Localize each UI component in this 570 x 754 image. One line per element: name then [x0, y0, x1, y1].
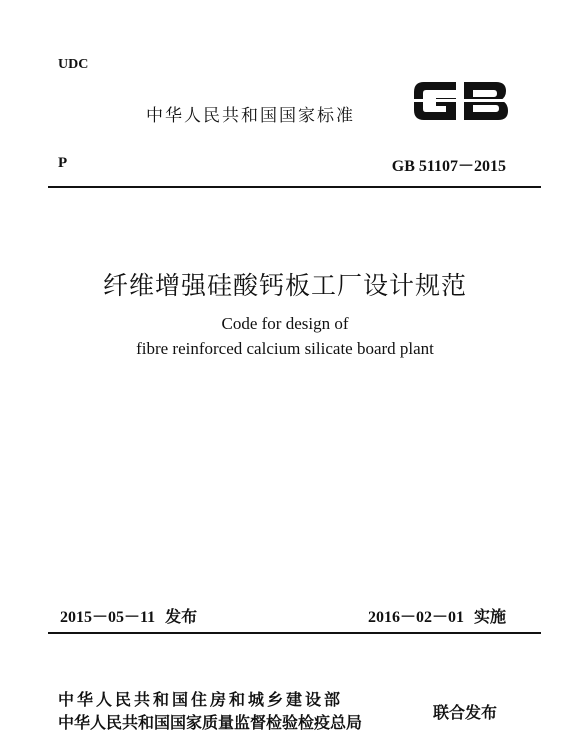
- standard-number: GB 51107－2015: [391, 158, 506, 175]
- title-english-line2: fibre reinforced calcium silicate board plant: [136, 339, 434, 358]
- implement-label: 实施: [473, 607, 506, 626]
- title-english-line1: Code for design of: [221, 314, 349, 333]
- implement-date-block: [368, 604, 506, 627]
- udc-label: UDC: [58, 57, 89, 72]
- top-divider: [48, 186, 541, 188]
- publisher-ministry: 中华人民共和国住房和城乡建设部: [58, 690, 344, 709]
- issue-date: 2015－05－11: [60, 609, 156, 626]
- publisher-aqsiq: 中华人民共和国国家质量监督检验检疫总局: [58, 713, 363, 732]
- gb-logo: [410, 74, 512, 128]
- implement-date: 2016－02－01: [367, 609, 464, 626]
- bottom-divider: [48, 632, 541, 634]
- title-chinese: 纤维增强硅酸钙板工厂设计规范: [102, 271, 467, 300]
- joint-release-label: 联合发布: [433, 703, 498, 722]
- standard-name: 中华人民共和国国家标准: [146, 106, 355, 126]
- issue-label: 发布: [165, 607, 198, 626]
- issue-date-block: [60, 604, 197, 627]
- classification-code: P: [58, 155, 68, 171]
